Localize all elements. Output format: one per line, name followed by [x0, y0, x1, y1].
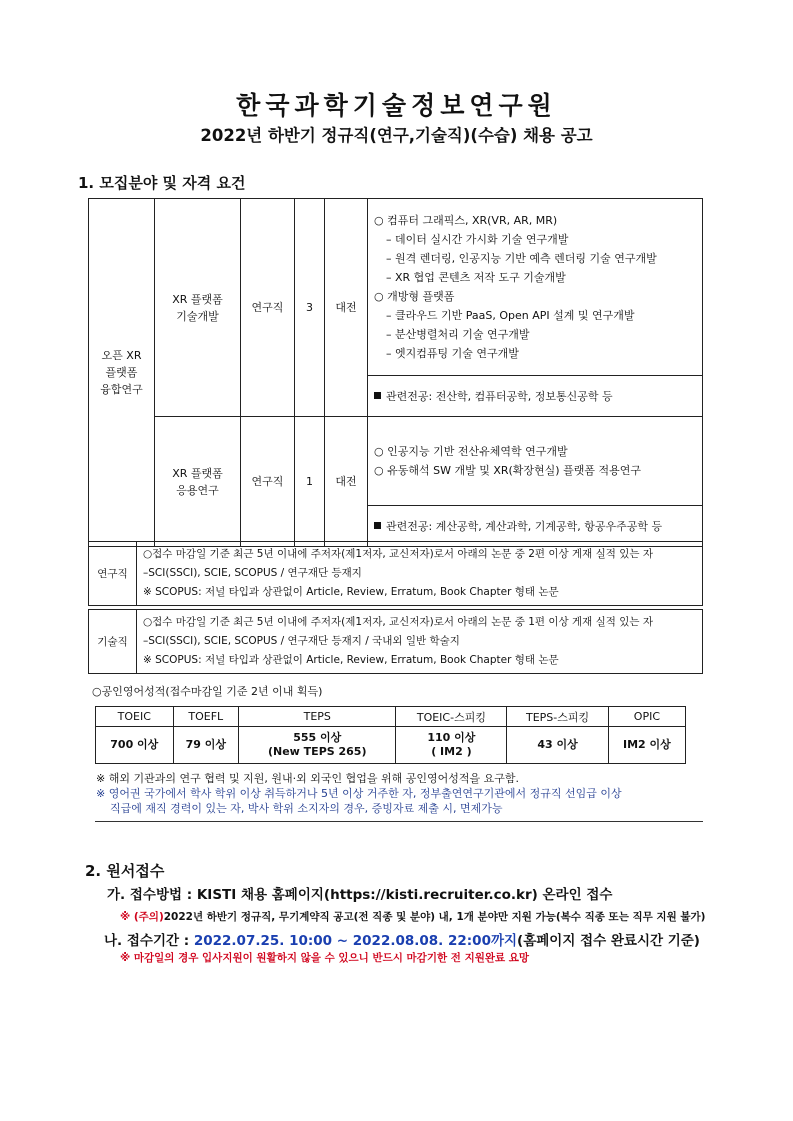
exemption-note: 직급에 재직 경력이 있는 자, 박사 학위 소지자의 경우, 증빙자료 제출 시, 면제가능: [110, 802, 503, 815]
page-subtitle: 2022년 하반기 정규직(연구,기술직)(수습) 채용 공고: [200, 126, 593, 145]
square-bullet-icon: [374, 522, 381, 529]
score-value: 79 이상: [173, 727, 238, 764]
duty-line: ○ 인공지능 기반 전산유체역학 연구개발: [374, 445, 568, 458]
requirement-line: –SCI(SSCI), SCIE, SCOPUS / 연구재단 등재지: [143, 567, 362, 579]
duty-line: – 엣지컴퓨팅 기술 연구개발: [386, 347, 519, 360]
location-cell: 대전: [325, 417, 368, 547]
requirement-label: 연구직: [89, 542, 137, 606]
score-header: TEPS: [239, 707, 396, 727]
score-header: TOEFL: [173, 707, 238, 727]
english-scores-table: [95, 706, 686, 764]
application-method: 가. 접수방법 : KISTI 채용 홈페이지(https://kisti.recruiter.co.kr) 온라인 접수: [107, 887, 613, 903]
divider: [95, 821, 703, 822]
english-note: ※ 해외 기관과의 연구 협력 및 지원, 원내·외 외국인 협업을 위해 공인영어성적을 요구함.: [96, 772, 519, 785]
deadline-warning: ※ 마감일의 경우 입사지원이 원활하지 않을 수 있으니 반드시 마감기한 전 지원완료 요망: [120, 952, 530, 964]
caution-text: 2022년 하반기 정규직, 무기계약직 공고(전 직종 및 분야) 내, 1개 분야만 지원 가능(복수 직종 또는 직무 지원 불가): [163, 911, 706, 923]
type-cell: 연구직: [241, 199, 295, 417]
requirement-line: –SCI(SSCI), SCIE, SCOPUS / 연구재단 등재지 / 국내외 일반 학술지: [143, 635, 460, 647]
duty-line: – XR 협업 콘텐츠 저작 도구 기술개발: [386, 271, 566, 284]
score-header: TOEIC-스피킹: [396, 707, 507, 727]
score-header: OPIC: [608, 707, 685, 727]
table-row: [89, 417, 703, 506]
duty-line: – 원격 렌더링, 인공지능 기반 예측 렌더링 기술 연구개발: [386, 252, 657, 265]
duties-list: [374, 442, 696, 480]
period-dates: 2022.07.25. 10:00 ~ 2022.08.08. 22:00까지: [193, 933, 518, 949]
caution-notice: [120, 909, 705, 924]
english-requirement-label: ○공인영어성적(접수마감일 기준 2년 이내 획득): [92, 685, 323, 698]
majors-cell: [368, 376, 703, 417]
table-row: [96, 727, 686, 764]
field-label: XR 플랫폼 기술개발: [172, 292, 223, 323]
period-prefix: 나. 접수기간 :: [104, 933, 194, 949]
duty-line: – 분산병렬처리 기술 연구개발: [386, 328, 530, 341]
score-header: TEPS-스피킹: [507, 707, 608, 727]
duty-line: – 클라우드 기반 PaaS, Open API 설계 및 연구개발: [386, 309, 635, 322]
score-value: IM2 이상: [608, 727, 685, 764]
score-value: 43 이상: [507, 727, 608, 764]
score-value: 555 이상 (New TEPS 265): [239, 727, 396, 764]
table-row: [89, 542, 703, 606]
positions-table: [88, 198, 703, 547]
group-label: 오픈 XR 플랫폼 융합연구: [100, 349, 143, 396]
section-heading-recruitment: 1. 모집분야 및 자격 요건: [78, 174, 246, 192]
table-row: [89, 610, 703, 674]
count-cell: 3: [295, 199, 325, 417]
table-header-row: [96, 707, 686, 727]
duty-line: – 데이터 실시간 가시화 기술 연구개발: [386, 233, 569, 246]
requirements-table: [88, 541, 703, 674]
section-heading-application: 2. 원서접수: [85, 862, 165, 880]
duties-list: [374, 211, 696, 363]
type-cell: 연구직: [241, 417, 295, 547]
requirement-line: ○접수 마감일 기준 최근 5년 이내에 주저자(제1저자, 교신저자)로서 아래의 논문 중 1편 이상 게재 실적 있는 자: [143, 616, 653, 628]
score-header: TOEIC: [96, 707, 174, 727]
square-bullet-icon: [374, 392, 381, 399]
application-period: [104, 929, 700, 949]
majors-text: 관련전공: 계산공학, 계산과학, 기계공학, 항공우주공학 등: [386, 520, 663, 533]
duties-cell: [368, 417, 703, 506]
location-cell: 대전: [325, 199, 368, 417]
majors-text: 관련전공: 전산학, 컴퓨터공학, 정보통신공학 등: [386, 390, 613, 403]
requirement-line: ※ SCOPUS: 저널 타입과 상관없이 Article, Review, Erratum, Book Chapter 형태 논문: [143, 654, 559, 666]
requirement-line: ※ SCOPUS: 저널 타입과 상관없이 Article, Review, Erratum, Book Chapter 형태 논문: [143, 586, 559, 598]
count-cell: 1: [295, 417, 325, 547]
score-value: 110 이상 ( IM2 ): [396, 727, 507, 764]
duties-cell: [368, 199, 703, 376]
score-value: 700 이상: [96, 727, 174, 764]
duty-line: ○ 유동해석 SW 개발 및 XR(확장현실) 플랫폼 적용연구: [374, 464, 641, 477]
requirement-label: 기술직: [89, 610, 137, 674]
duty-line: ○ 개방형 플랫폼: [374, 290, 455, 303]
duty-line: ○ 컴퓨터 그래픽스, XR(VR, AR, MR): [374, 214, 558, 227]
field-cell: [155, 417, 241, 547]
table-row: [89, 199, 703, 376]
page-title: 한국과학기술정보연구원: [236, 91, 557, 120]
group-cell: [89, 199, 155, 547]
period-suffix: (홈페이지 접수 완료시간 기준): [517, 933, 700, 949]
caution-prefix: ※ (주의): [120, 911, 164, 923]
requirement-line: ○접수 마감일 기준 최근 5년 이내에 주저자(제1저자, 교신저자)로서 아래의 논문 중 2편 이상 게재 실적 있는 자: [143, 548, 653, 560]
requirement-text: [137, 610, 703, 674]
exemption-note: ※ 영어권 국가에서 학사 학위 이상 취득하거나 5년 이상 거주한 자, 정부출연연구기관에서 정규직 선임급 이상: [96, 787, 622, 800]
requirement-text: [137, 542, 703, 606]
field-label: XR 플랫폼 응용연구: [172, 466, 223, 497]
field-cell: [155, 199, 241, 417]
